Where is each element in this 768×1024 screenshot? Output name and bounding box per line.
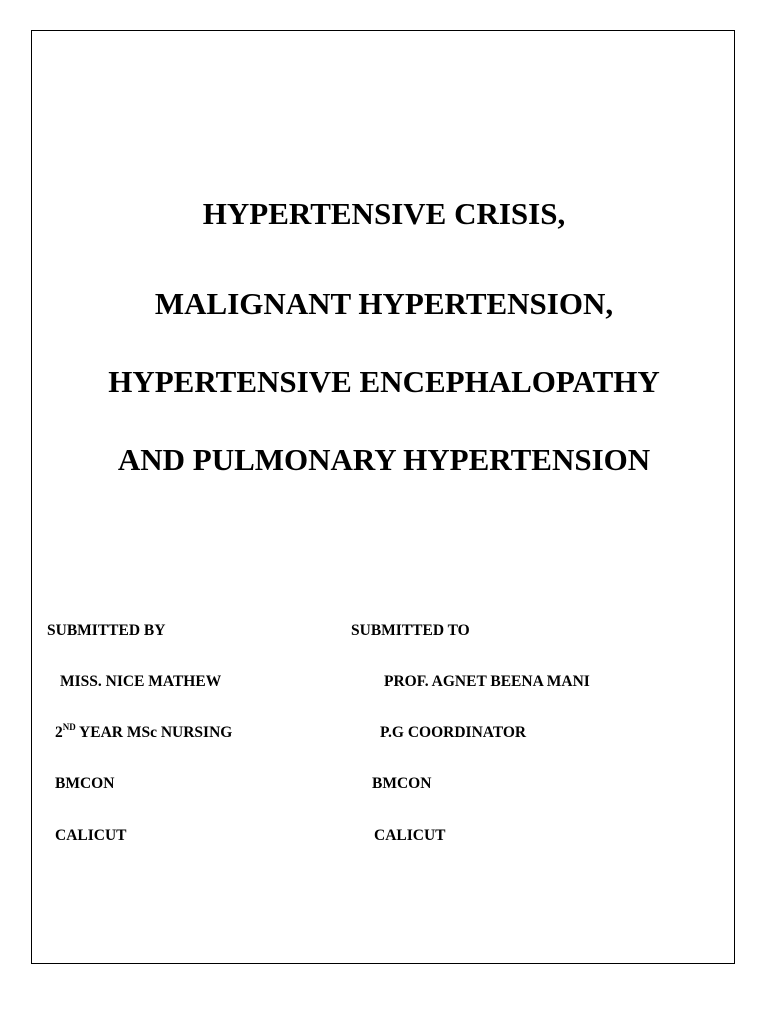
title-line-2: MALIGNANT HYPERTENSION,	[154, 286, 614, 321]
course-name: YEAR MSc NURSING	[75, 724, 233, 741]
title-line-3: HYPERTENSIVE ENCEPHALOPATHY	[108, 364, 660, 399]
submitted-by-heading: SUBMITTED BY	[47, 622, 166, 639]
submitted-by-course	[55, 721, 233, 742]
title-line-1: HYPERTENSIVE CRISIS,	[202, 196, 566, 231]
course-year-suffix: ND	[62, 721, 76, 732]
submitted-to-heading: SUBMITTED TO	[351, 622, 470, 639]
submitted-to-institution: BMCON	[372, 775, 432, 792]
submitted-by-institution: BMCON	[55, 775, 115, 792]
submitted-to-designation: P.G COORDINATOR	[380, 724, 527, 741]
submitted-by-city: CALICUT	[55, 827, 127, 844]
course-year-number: 2	[55, 724, 63, 741]
submitted-to-name: PROF. AGNET BEENA MANI	[384, 673, 590, 690]
submitted-to-city: CALICUT	[374, 827, 446, 844]
submitted-by-name: MISS. NICE MATHEW	[60, 673, 222, 690]
title-line-4: AND PULMONARY HYPERTENSION	[117, 442, 651, 477]
page-border	[31, 30, 735, 964]
